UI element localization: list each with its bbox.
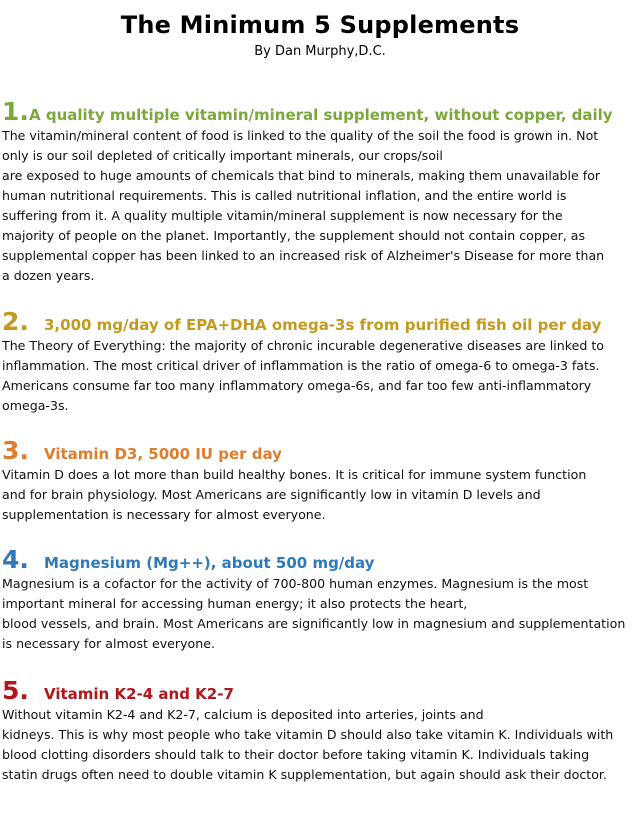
body-line: is necessary for almost everyone. bbox=[2, 636, 215, 651]
section-1 bbox=[2, 98, 638, 286]
body-line: statin drugs often need to double vitamin K supplementation, but again should ask their doctor. bbox=[2, 767, 607, 782]
body-line: supplemental copper has been linked to an increased risk of Alzheimer's Disease for more than bbox=[2, 248, 605, 263]
section-5-number: 5. bbox=[2, 676, 29, 705]
author-byline: By Dan Murphy,D.C. bbox=[254, 44, 386, 59]
body-line: supplementation is necessary for almost everyone. bbox=[2, 507, 326, 522]
body-line: and for brain physiology. Most Americans are significantly low in vitamin D levels and bbox=[2, 487, 541, 502]
section-3-heading bbox=[2, 437, 638, 465]
body-line: important mineral for accessing human energy; it also protects the heart, bbox=[2, 596, 468, 611]
body-line: The Theory of Everything: the majority of chronic incurable degenerative diseases are linked to bbox=[2, 338, 605, 353]
body-line: inflammation. The most critical driver of inflammation is the ratio of omega-6 to omega-3 fats. bbox=[2, 358, 600, 373]
section-5-body bbox=[2, 705, 638, 785]
section-4 bbox=[2, 546, 638, 654]
body-line: Americans consume far too many inflammatory omega-6s, and far too few anti-inflammatory bbox=[2, 378, 592, 393]
section-4-title: Magnesium (Mg++), about 500 mg/day bbox=[44, 554, 375, 572]
section-2 bbox=[2, 308, 638, 416]
section-4-number: 4. bbox=[2, 545, 29, 574]
section-1-number: 1. bbox=[2, 97, 29, 126]
body-line: suffering from it. A quality multiple vitamin/mineral supplement is now necessary for the bbox=[2, 208, 563, 223]
section-5 bbox=[2, 677, 638, 785]
section-1-heading bbox=[2, 98, 638, 126]
body-line: blood vessels, and brain. Most Americans are significantly low in magnesium and supplementation bbox=[2, 616, 626, 631]
section-5-title: Vitamin K2-4 and K2-7 bbox=[44, 685, 234, 703]
section-1-title: A quality multiple vitamin/mineral supplement, without copper, daily bbox=[29, 106, 613, 124]
body-line: The vitamin/mineral content of food is linked to the quality of the soil the food is grown in. Not bbox=[2, 128, 599, 143]
body-line: kidneys. This is why most people who take vitamin D should also take vitamin K. Individuals with bbox=[2, 727, 614, 742]
section-3-number: 3. bbox=[2, 436, 29, 465]
section-3 bbox=[2, 437, 638, 525]
section-3-title: Vitamin D3, 5000 IU per day bbox=[44, 445, 282, 463]
section-3-body bbox=[2, 465, 638, 525]
body-line: a dozen years. bbox=[2, 268, 95, 283]
section-2-number: 2. bbox=[2, 307, 29, 336]
section-5-heading bbox=[2, 677, 638, 705]
body-line: majority of people on the planet. Importantly, the supplement should not contain copper, as bbox=[2, 228, 586, 243]
section-4-heading bbox=[2, 546, 638, 574]
body-line: human nutritional requirements. This is called nutritional inflation, and the entire world is bbox=[2, 188, 567, 203]
body-line: Without vitamin K2-4 and K2-7, calcium is deposited into arteries, joints and bbox=[2, 707, 484, 722]
section-2-body bbox=[2, 336, 638, 416]
body-line: Vitamin D does a lot more than build healthy bones. It is critical for immune system function bbox=[2, 467, 587, 482]
section-2-heading bbox=[2, 308, 638, 336]
body-line: blood clotting disorders should talk to their doctor before taking vitamin K. Individuals taking bbox=[2, 747, 590, 762]
body-line: Magnesium is a cofactor for the activity of 700-800 human enzymes. Magnesium is the most bbox=[2, 576, 589, 591]
body-line: omega-3s. bbox=[2, 398, 69, 413]
body-line: only is our soil depleted of critically important minerals, our crops/soil bbox=[2, 148, 443, 163]
section-4-body bbox=[2, 574, 638, 654]
section-1-body bbox=[2, 126, 638, 286]
section-2-title: 3,000 mg/day of EPA+DHA omega-3s from purified fish oil per day bbox=[44, 316, 602, 334]
page-title: The Minimum 5 Supplements bbox=[120, 11, 520, 39]
body-line: are exposed to huge amounts of chemicals that bind to minerals, making them unavailable for bbox=[2, 168, 601, 183]
